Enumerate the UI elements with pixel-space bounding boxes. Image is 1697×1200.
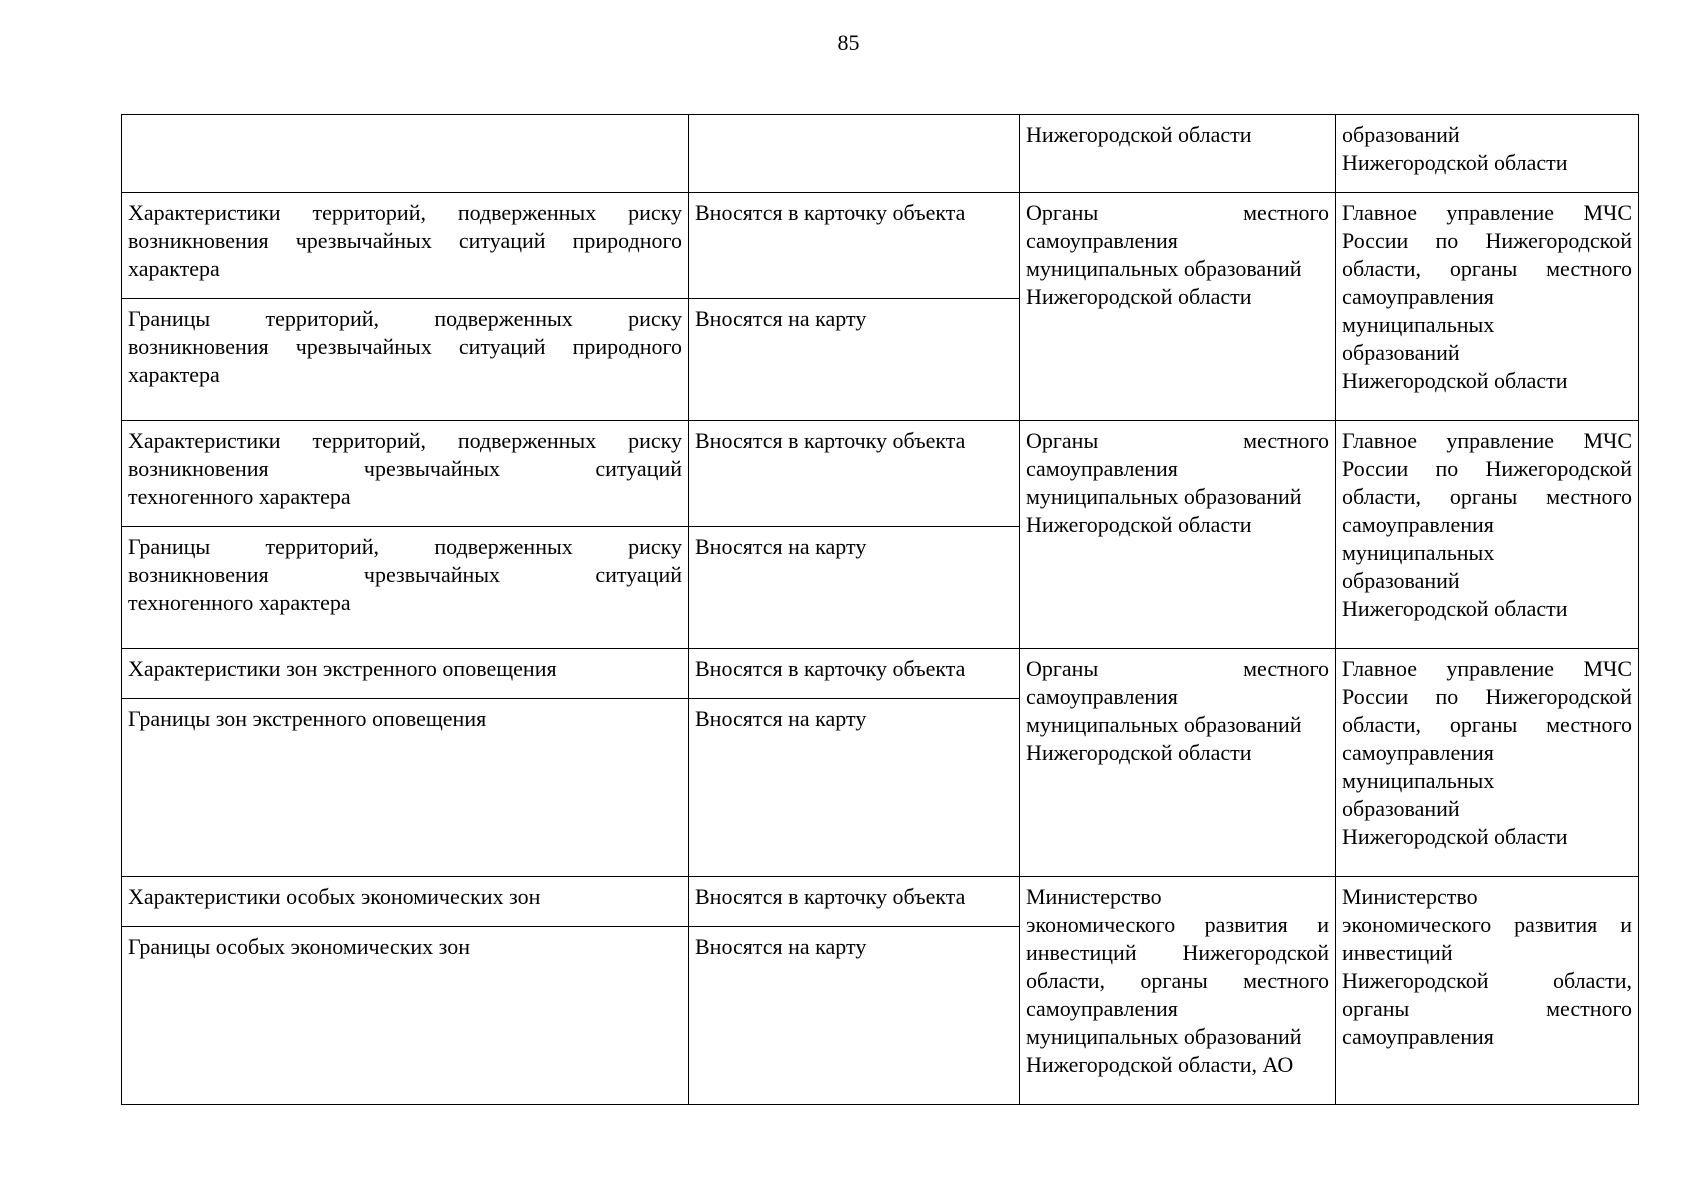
cell-text: Главное управление МЧС xyxy=(1342,656,1632,681)
cell-text: Нижегородской области xyxy=(1026,740,1252,765)
layer-name-cell xyxy=(122,877,689,927)
cell-text: муниципальных xyxy=(1342,768,1495,793)
responsible-cell xyxy=(1020,877,1336,1105)
cell-text: Вносятся в карточку объекта xyxy=(695,428,966,453)
table-row xyxy=(122,877,1639,927)
layer-name-cell xyxy=(122,299,689,421)
cell-text: Органы местного xyxy=(1026,428,1329,453)
cell-text: возникновения чрезвычайных ситуаций природного xyxy=(128,228,682,253)
cell-text: России по Нижегородской xyxy=(1342,456,1632,481)
provider-cell xyxy=(1336,115,1639,193)
cell-text: самоуправления xyxy=(1342,740,1494,765)
cell-text: Нижегородской области xyxy=(1026,122,1252,147)
cell-text: области, органы местного xyxy=(1342,256,1632,281)
cell-text: Нижегородской области, АО xyxy=(1026,1052,1294,1077)
empty-cell xyxy=(689,115,1020,193)
cell-text: муниципальных образований xyxy=(1026,712,1302,737)
cell-text: Характеристики территорий, подверженных риску xyxy=(128,428,682,453)
cell-text: муниципальных образований xyxy=(1026,1024,1302,1049)
provider-cell xyxy=(1336,877,1639,1105)
cell-text: образований xyxy=(1342,796,1460,821)
cell-text: образований xyxy=(1342,340,1460,365)
cell-text: Нижегородской области, xyxy=(1342,968,1632,993)
cell-text: самоуправления xyxy=(1342,512,1494,537)
cell-text: Органы местного xyxy=(1026,656,1329,681)
cell-text: муниципальных xyxy=(1342,312,1495,337)
cell-text: Вносятся в карточку объекта xyxy=(695,656,966,681)
table-row xyxy=(122,649,1639,699)
cell-text: техногенного характера xyxy=(128,590,351,615)
layer-name-cell xyxy=(122,699,689,877)
cell-text: Границы особых экономических зон xyxy=(128,934,470,959)
data-table xyxy=(121,114,1639,1105)
cell-text: экономического развития и xyxy=(1026,912,1329,937)
cell-text: Нижегородской области xyxy=(1342,368,1568,393)
cell-text: самоуправления xyxy=(1342,1024,1494,1049)
table-row xyxy=(122,193,1639,299)
cell-text: Министерство xyxy=(1342,884,1478,909)
cell-text: Характеристики территорий, подверженных риску xyxy=(128,200,682,225)
cell-text: Вносятся в карточку объекта xyxy=(695,884,966,909)
cell-text: инвестиций Нижегородской xyxy=(1026,940,1329,965)
action-cell xyxy=(689,699,1020,877)
action-cell xyxy=(689,649,1020,699)
provider-cell xyxy=(1336,421,1639,649)
cell-text: инвестиций xyxy=(1342,940,1453,965)
action-cell xyxy=(689,927,1020,1105)
cell-text: муниципальных xyxy=(1342,540,1495,565)
cell-text: Вносятся на карту xyxy=(695,934,867,959)
layer-name-cell xyxy=(122,927,689,1105)
cell-text: характера xyxy=(128,256,220,281)
cell-text: области, органы местного xyxy=(1026,968,1329,993)
cell-text: муниципальных образований xyxy=(1026,484,1302,509)
cell-text: самоуправления xyxy=(1026,456,1178,481)
cell-text: Характеристики зон экстренного оповещения xyxy=(128,656,557,681)
layer-name-cell xyxy=(122,421,689,527)
layer-name-cell xyxy=(122,649,689,699)
cell-text: Границы зон экстренного оповещения xyxy=(128,706,487,731)
cell-text: Нижегородской области xyxy=(1342,824,1568,849)
action-cell xyxy=(689,299,1020,421)
cell-text: муниципальных образований xyxy=(1026,256,1302,281)
cell-text: Вносятся на карту xyxy=(695,534,867,559)
page-number: 85 xyxy=(837,30,860,55)
action-cell xyxy=(689,527,1020,649)
action-cell xyxy=(689,877,1020,927)
cell-text: Вносятся на карту xyxy=(695,706,867,731)
table-row-continuation xyxy=(122,115,1639,193)
cell-text: характера xyxy=(128,362,220,387)
cell-text: Нижегородской области xyxy=(1026,284,1252,309)
empty-cell xyxy=(122,115,689,193)
responsible-cell xyxy=(1020,649,1336,877)
cell-text: Границы территорий, подверженных риску xyxy=(128,306,682,331)
cell-text: Вносятся на карту xyxy=(695,306,867,331)
cell-text: самоуправления xyxy=(1026,996,1178,1021)
cell-text: возникновения чрезвычайных ситуаций xyxy=(128,562,682,587)
action-cell xyxy=(689,421,1020,527)
provider-cell xyxy=(1336,649,1639,877)
cell-text: Органы местного xyxy=(1026,200,1329,225)
responsible-cell xyxy=(1020,421,1336,649)
cell-text: самоуправления xyxy=(1026,684,1178,709)
cell-text: экономического развития и xyxy=(1342,912,1632,937)
cell-text: Нижегородской области xyxy=(1342,150,1568,175)
cell-text: Нижегородской области xyxy=(1026,512,1252,537)
responsible-cell xyxy=(1020,115,1336,193)
cell-text: самоуправления xyxy=(1342,284,1494,309)
layer-name-cell xyxy=(122,193,689,299)
cell-text: Главное управление МЧС xyxy=(1342,428,1632,453)
cell-text: образований xyxy=(1342,568,1460,593)
cell-text: области, органы местного xyxy=(1342,712,1632,737)
layer-name-cell xyxy=(122,527,689,649)
cell-text: образований xyxy=(1342,122,1460,147)
cell-text: самоуправления xyxy=(1026,228,1178,253)
responsible-cell xyxy=(1020,193,1336,421)
cell-text: Министерство xyxy=(1026,884,1162,909)
cell-text: Нижегородской области xyxy=(1342,596,1568,621)
cell-text: Характеристики особых экономических зон xyxy=(128,884,541,909)
action-cell xyxy=(689,193,1020,299)
cell-text: возникновения чрезвычайных ситуаций природного xyxy=(128,334,682,359)
cell-text: Главное управление МЧС xyxy=(1342,200,1632,225)
cell-text: Границы территорий, подверженных риску xyxy=(128,534,682,559)
cell-text: возникновения чрезвычайных ситуаций xyxy=(128,456,682,481)
cell-text: области, органы местного xyxy=(1342,484,1632,509)
provider-cell xyxy=(1336,193,1639,421)
cell-text: техногенного характера xyxy=(128,484,351,509)
table-row xyxy=(122,421,1639,527)
cell-text: России по Нижегородской xyxy=(1342,228,1632,253)
cell-text: России по Нижегородской xyxy=(1342,684,1632,709)
cell-text: органы местного xyxy=(1342,996,1632,1021)
cell-text: Вносятся в карточку объекта xyxy=(695,200,966,225)
